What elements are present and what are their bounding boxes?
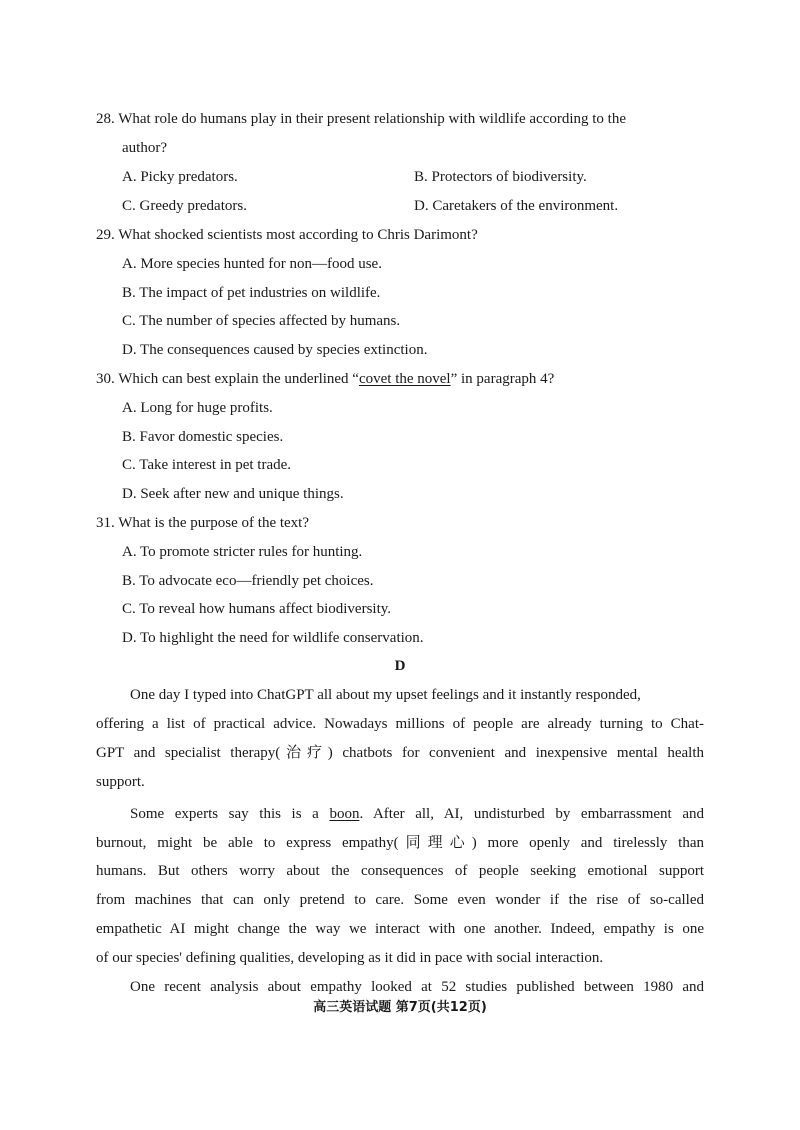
passage-p2-line5: empathetic AI might change the way we interact with one another. Indeed, empathy is one [96,921,704,937]
question-30-option-c: C. Take interest in pet trade. [122,457,292,473]
passage-p3-line1: One recent analysis about empathy looked at 52 studies published between 1980 and [130,979,704,995]
passage-p2-line3: humans. But others worry about the consequences of people seeking emotional support [96,863,704,879]
question-31-option-b: B. To advocate eco—friendly pet choices. [122,573,374,589]
passage-p2-line1 [130,804,704,824]
passage-p2-line4: from machines that can only pretend to care. Some even wonder if the rise of so-called [96,892,704,908]
question-28-stem-cont: author? [122,140,167,156]
question-30-stem-after: ” in paragraph 4? [450,371,555,387]
passage-p1-line2: offering a list of practical advice. Nowadays millions of people are already turning to Chat- [96,716,704,732]
passage-p1-line3: GPT and specialist therapy(治疗) chatbots for convenient and inexpensive mental health [96,745,704,761]
question-28-option-d: D. Caretakers of the environment. [414,198,619,214]
question-29-option-a: A. More species hunted for non—food use. [122,256,382,272]
question-28-stem: 28. What role do humans play in their present relationship with wildlife according to the [96,111,627,127]
question-28-option-b: B. Protectors of biodiversity. [414,169,587,185]
passage-p2-line2: burnout, might be able to express empathy(同理心) more openly and tirelessly than [96,835,704,851]
question-30-option-d: D. Seek after new and unique things. [122,486,344,502]
question-31-option-c: C. To reveal how humans affect biodiversity. [122,601,392,617]
question-31-option-d: D. To highlight the need for wildlife conservation. [122,630,424,646]
passage-p1-line4: support. [96,774,145,790]
question-29-option-c: C. The number of species affected by humans. [122,313,401,329]
question-29-option-d: D. The consequences caused by species extinction. [122,342,428,358]
passage-p1-line1: One day I typed into ChatGPT all about my upset feelings and it instantly responded, [130,687,641,703]
question-31-stem: 31. What is the purpose of the text? [96,515,310,531]
passage-p2-before: Some experts say this is a [130,806,319,822]
passage-p2-after: . After all, AI, undisturbed by embarrassment and [359,806,704,822]
passage-p2-line6: of our species' defining qualities, developing as it did in pace with social interaction. [96,950,604,966]
question-31-option-a: A. To promote stricter rules for hunting. [122,544,363,560]
underlined-word-boon: boon [329,806,360,822]
section-heading: D [394,658,406,674]
question-30-option-b: B. Favor domestic species. [122,429,284,445]
question-29-stem: 29. What shocked scientists most according to Chris Darimont? [96,227,478,243]
question-30-stem [96,369,554,389]
question-28-option-c: C. Greedy predators. [122,198,247,214]
question-30-option-a: A. Long for huge profits. [122,400,273,416]
page-footer: 高三英语试题 第7页(共12页) [313,1000,487,1015]
question-28-option-a: A. Picky predators. [122,169,238,185]
underlined-phrase: covet the novel [358,371,451,387]
question-30-stem-before: 30. Which can best explain the underlined “ [96,371,359,387]
question-29-option-b: B. The impact of pet industries on wildlife. [122,285,381,301]
